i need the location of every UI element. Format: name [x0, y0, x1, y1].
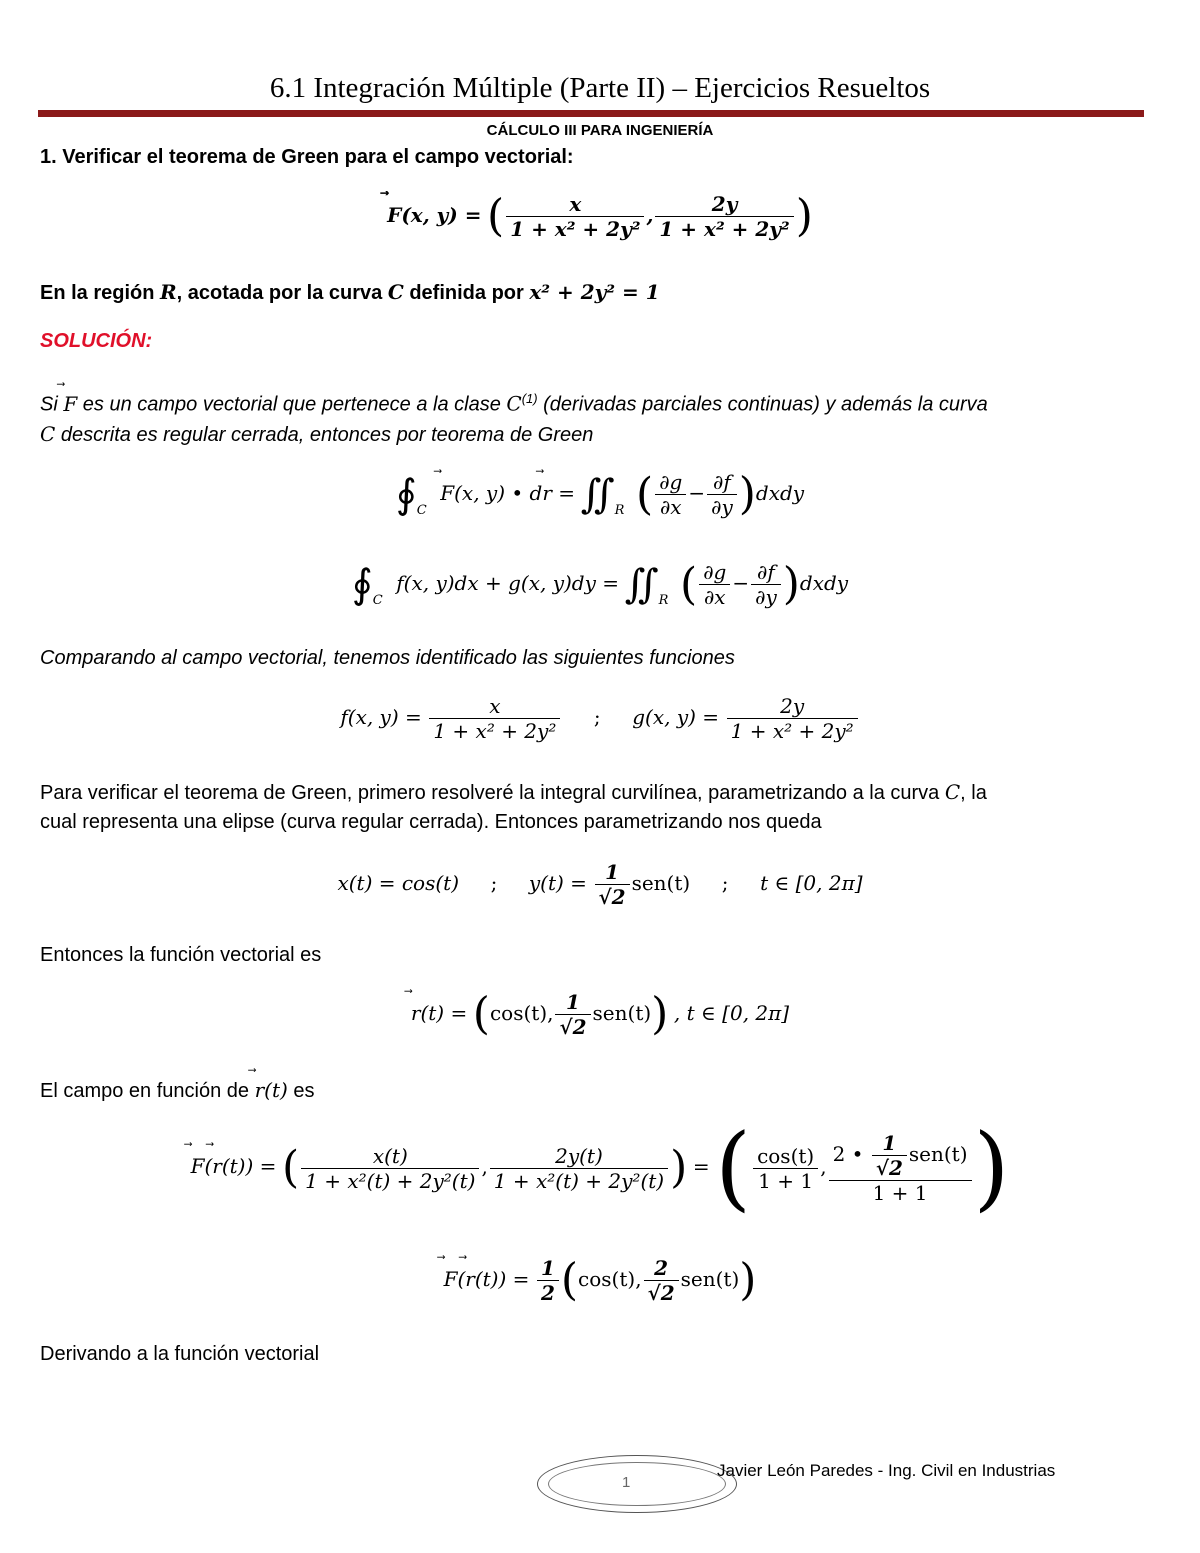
- course-subtitle: CÁLCULO III PARA INGENIERÍA: [486, 122, 714, 139]
- field-definition: ⃗ F(x, y) = ( $\frac{x}{\text{1 + x² + 2y²}}$ , $\frac{2y}{\text{1 + x² + 2y²}}$ ): [0, 192, 1200, 241]
- green-theorem-scalar: $∮_C$ f(x, y)dx + g(x, $y)dy = ∬_R$ ( $\frac{\partial g}{\partial x}$ − $\frac{\partial f}{\partial y}$ )dxdy: [351, 558, 849, 610]
- problem-statement: 1. Verificar el teorema de Green para el campo vectorial:: [40, 146, 574, 168]
- f-g-definitions: f(x, y) = $\frac{x}{\text{1 + x² + 2y²}}$ ; g(x, y) = $\frac{2y}{\text{1 + x² + 2y²}}$: [0, 694, 1200, 743]
- page-number-oval-inner: [548, 1462, 726, 1506]
- page-title: 6.1 Integración Múltiple (Parte II) – Ejercicios Resueltos: [269, 72, 931, 104]
- comparing-text: Comparando al campo vectorial, tenemos identificado las siguientes funciones: [40, 647, 735, 669]
- solution-intro: Si ⃗ F es un campo vectorial que pertenece a la clase $C^{(1)}$ (derivadas parciales continuas) y además la curva C descrita es regular cerrada, entonces por teorema de Green: [40, 384, 1170, 450]
- field-fraction-2: $\frac{2y}{\text{1 + x² + 2y²}}$: [655, 192, 793, 241]
- header-rule: [38, 110, 1144, 117]
- field-lhs: ⃗ F(x, y) =: [387, 203, 481, 227]
- derive-text: Derivando a la función vectorial: [40, 1343, 320, 1365]
- page-number: 1: [622, 1474, 631, 1491]
- vector-function-text: Entonces la función vectorial es: [40, 944, 322, 966]
- field-on-curve: ⃗ F(⃗ r(t)) = ( $\frac{x(t)}{\text{1 + x²(t) + 2y²(t)}}$ , $\frac{2y(t)}{\text{1 + x²(t) + 2y²(t)}}$ ) = ( $\frac{\cos(t)}{1 + 1}$ , 2 • $\frac{1}{√2}$ sen(t) 1 + 1 ): [0, 1122, 1200, 1214]
- region-statement: En la región R, acotada por la curva C definida por x² + 2y² = 1: [40, 280, 660, 304]
- solution-label: SOLUCIÓN:: [40, 330, 153, 352]
- footer-author: Javier León Paredes - Ing. Civil en Industrias: [717, 1461, 1056, 1480]
- field-on-curve-text: El campo en función de ⃗ r(t) es: [40, 1076, 1170, 1106]
- field-on-curve-simplified: ⃗ F(⃗ r(t)) = $\frac{1}{2}$ (cos(t), $\frac{2}{√2}$ sen(t)): [0, 1256, 1200, 1305]
- verify-paragraph: Para verificar el teorema de Green, primero resolveré la integral curvilínea, parametrizando a la curva C, la cual representa una elipse (curva regular cerrada). Entonces parametrizando nos queda: [40, 780, 987, 833]
- field-fraction-1: $\frac{x}{\text{1 + x² + 2y²}}$: [506, 192, 644, 241]
- green-theorem-vector: $∮_C$ ⃗ F(x, y) • d⃗ $r = ∬_R$ ( $\frac{\partial g}{\partial x}$ − $\frac{\partial f}{\partial y}$ )dxdy: [0, 470, 1200, 519]
- parametrization: x(t) = cos(t) ; y(t) = $\frac{1}{√2}$ sen(t) ; t ∈ [0, 2π]: [337, 860, 863, 909]
- vector-function: ⃗ r(t) = (cos(t), $\frac{1}{√2}$ sen(t)) , t ∈ [0, 2π]: [0, 990, 1200, 1039]
